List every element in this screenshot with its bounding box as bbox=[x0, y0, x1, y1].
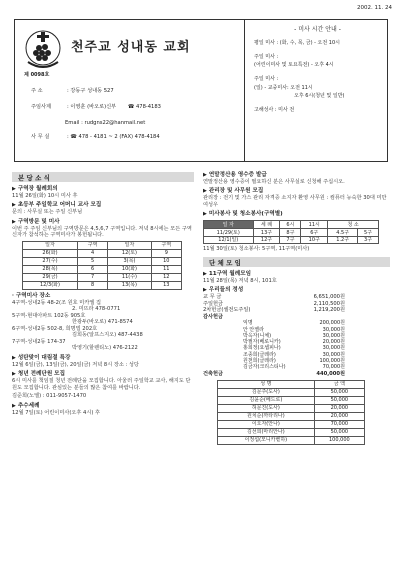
table-header: 일 자 bbox=[204, 221, 254, 229]
donation-table bbox=[217, 380, 365, 445]
list-item: 김희동(알프스지오) 487-4438 bbox=[72, 332, 143, 339]
bulletin-date: 2002. 11. 24 bbox=[357, 5, 392, 11]
table-header: 일자 bbox=[23, 241, 78, 249]
finance-sub-row: 안 안젤라 30,000원 bbox=[243, 326, 345, 333]
church-info-panel bbox=[15, 20, 245, 161]
address-row bbox=[31, 88, 114, 95]
sun-mass-2: 오후 6시(청년 및 일반) bbox=[294, 92, 345, 99]
confession-times: 고해성사 : 미사 전 bbox=[254, 107, 295, 113]
header-box bbox=[14, 19, 388, 162]
email-value[interactable]: : rudgns22@hanmail.net bbox=[81, 120, 146, 126]
section-body: 12월 6일(금), 13일(금), 20일(금) 저녁 8시 장소 : 성당 bbox=[12, 361, 139, 368]
pastor-label: 주임사제 bbox=[31, 104, 52, 110]
finance-sub-row: 홍희정(요셉피나) 30,000원 bbox=[243, 345, 345, 352]
weekday-mass: 평일 미사 : (화, 수, 목, 금) - 오전 10시 bbox=[254, 39, 340, 46]
section-title: ▶ 관리장 및 사무원 모집 bbox=[203, 188, 264, 195]
list-item: 5구역-현대아파트 102동 905호 bbox=[12, 312, 86, 319]
mass-times-title: - 미사 시간 안내 - bbox=[294, 26, 341, 33]
finance-sub-row: 조종희(글레라) 30,000원 bbox=[243, 351, 345, 358]
finance-sub-row: 익명 200,000원 bbox=[243, 320, 345, 327]
section-title: ▶ 청년 전례단원 모집 bbox=[12, 371, 65, 378]
table-row: 김윤순(베드로) 50,000 bbox=[218, 396, 365, 404]
table-header: 성 명 bbox=[218, 380, 315, 388]
list-item: 박영기(할렌티노) 476-2122 bbox=[72, 345, 138, 352]
finance-row: 2차헌금(셀전도주일) 1,219,200원 bbox=[203, 307, 345, 314]
church-logo-icon bbox=[22, 28, 64, 74]
list-item: 7구역-성내2동 174-37 bbox=[12, 338, 66, 345]
table-row: 12/3(화) 8 13(목) 13 bbox=[23, 281, 182, 289]
office-label: 사 무 실 bbox=[31, 134, 50, 140]
list-item: 2. 미뜨라 478-0771 bbox=[72, 306, 121, 313]
section-title: ▶ 성탄맞이 대림절 특강 bbox=[12, 354, 71, 361]
parish-news-banner: 본 당 소 식 bbox=[12, 172, 194, 182]
table-row: 김문주(도사) 50,000 bbox=[218, 388, 365, 396]
visit-schedule-table bbox=[22, 241, 182, 290]
table-row: 26(화) 4 12(토) 9 bbox=[23, 249, 182, 257]
list-item: 4구역-성내2동 48-2(조 원호 미카엘 집 bbox=[12, 299, 101, 306]
finance-sub-row: 원천희(글레라) 100,000원 bbox=[243, 357, 345, 364]
sun-mass-1: (일) - 교중미사: 오전 11시 bbox=[254, 84, 313, 91]
office-value: : ☎ 478 - 4181 ~ 2 (FAX) 478-4184 bbox=[67, 134, 160, 140]
section-body: 문의 : 사무실 또는 주일 신부님 bbox=[12, 209, 83, 216]
table-row: 29(금) 7 11(수) 12 bbox=[23, 273, 182, 281]
contact-line: 김준희(노엘) : 011-9057-1470 bbox=[12, 393, 87, 400]
section-title: ▶ 추수세례 bbox=[12, 402, 40, 409]
table-header: 청 소 bbox=[328, 221, 379, 229]
section-title: ▶ 초등부 주일학교 어머니 교사 모집 bbox=[12, 202, 102, 209]
table-header: 일자 bbox=[108, 241, 151, 249]
table-row: 12/1(일) 12구 7구 10구 1.2구 3구 bbox=[204, 236, 379, 244]
table-row: 김선희(마리안나) 50,000 bbox=[218, 428, 365, 436]
sat-mass-label: 주일 미사 : bbox=[254, 53, 279, 60]
section-title: · 구역미사 장소 bbox=[12, 292, 51, 299]
email-label: Email bbox=[65, 120, 80, 126]
address-label: 주 소 bbox=[31, 88, 43, 94]
section-title: ▶ 구역방문 및 미사 bbox=[12, 218, 60, 225]
section-body: 연말정산용 영수증이 필요하신 분은 사무실로 신청해 주십시오. bbox=[203, 178, 345, 185]
pastor-phone: 478-4183 bbox=[135, 104, 161, 110]
sun-mass-label: 주일 미사 : bbox=[254, 76, 279, 83]
office-row bbox=[31, 134, 160, 141]
table-header: 금 액 bbox=[314, 380, 364, 388]
list-item: 한광두(바오로) 471-8574 bbox=[72, 319, 133, 326]
sat-mass: (어린이미사 및 토요특전) - 오후 4시 bbox=[254, 62, 334, 68]
table-row: 27(수) 5 3(목) 10 bbox=[23, 257, 182, 265]
table-header: 구역 bbox=[151, 241, 181, 249]
table-row: 이오자(안나) 70,000 bbox=[218, 420, 365, 428]
finance-row: 교 무 금 6,651,000원 bbox=[203, 294, 345, 301]
email-row bbox=[65, 120, 145, 127]
church-name: 천주교 성내동 교회 bbox=[71, 40, 191, 55]
section-body: 11월 26일(화) 10시 미사 후 bbox=[12, 192, 78, 199]
finance-subtitle: 감사헌금 bbox=[203, 313, 224, 320]
section-title: ▶ 우리들의 정성 bbox=[203, 287, 244, 294]
section-body: 이번 주 주임 신부님의 구역방문은 4,5,6,7 구역입니다. 저녁 8시에는 모든 구역신자가 참석하는 구역미사가 봉헌됩니다. bbox=[12, 225, 192, 239]
section-body: 11월 28일(목) 저녁 8시, 101호 bbox=[203, 277, 277, 284]
table-row: 28(목) 6 10(화) 11 bbox=[23, 265, 182, 273]
section-title: ▶ 미사봉사 및 청소봉사(구역별) bbox=[203, 211, 283, 218]
service-note: 11월 30일(토) 청소봉사: 5구역, 11구역(미사) bbox=[203, 246, 310, 253]
table-header: 구역 bbox=[77, 241, 107, 249]
pastor-value: : 이영훈 (바오로)신부 bbox=[67, 104, 117, 110]
section-body: 6시 미사를 책임질 청년 전례단을 모집합니다. 아울러 주일학교 교사, 해지도 단원도 모집합니다. 관심있는 분들의 많은 참여를 바랍니다. bbox=[12, 378, 191, 391]
table-row: 11/29(토) 13구 8구 6구 4.5구 5구 bbox=[204, 229, 379, 237]
table-row: 허문진(도사) 20,000 bbox=[218, 404, 365, 412]
issue-number: 제 0098호 bbox=[24, 72, 50, 78]
group-meetings-banner: 단 체 모 임 bbox=[203, 257, 390, 267]
parish-news-column bbox=[12, 172, 194, 416]
section-body: 관리장 : 전기 및 가스 관리 자격증 소지자 환영 사무원 : 컴퓨터 능숙한 30대 미만 여성우 bbox=[203, 195, 387, 208]
table-header: 11시 bbox=[301, 221, 328, 229]
list-item: 6구역-성내2동 502-8, 희명빌 202호 bbox=[12, 325, 98, 332]
finance-sub-row: 박옥자(니체) 30,000원 bbox=[243, 332, 345, 339]
table-header: 6시 bbox=[280, 221, 301, 229]
section-title: ▶ 구역장 월례회의 bbox=[12, 186, 58, 192]
finance-row: 주일헌금 2,110,500원 bbox=[203, 300, 345, 307]
pastor-row bbox=[31, 104, 161, 111]
finance-sub-row: 김금자(크리스티나) 70,000원 bbox=[243, 364, 345, 371]
phone-icon: ☎ bbox=[127, 104, 135, 110]
section-body: 12월 7일(토) 어린이미사(오후 4시) 후 bbox=[12, 409, 101, 416]
table-row: 원치순(까타리나) 20,000 bbox=[218, 412, 365, 420]
section-title: ▶ 11구역 월례모임 bbox=[203, 270, 252, 277]
address-value: : 강동구 성내동 527 bbox=[67, 88, 114, 94]
finance-total-row: 건축헌금 440,000원 bbox=[203, 371, 345, 378]
right-column bbox=[203, 172, 390, 445]
finance-sub-row: 박필자(베로니카) 20,000원 bbox=[243, 339, 345, 346]
table-header: 세 례 bbox=[253, 221, 280, 229]
section-title: ▶ 연말정산용 영수증 발급 bbox=[203, 172, 267, 178]
table-row: 이정섭(모니카벧하) 100,000 bbox=[218, 436, 365, 444]
service-schedule-table bbox=[203, 220, 379, 244]
mass-times-panel bbox=[246, 20, 389, 161]
